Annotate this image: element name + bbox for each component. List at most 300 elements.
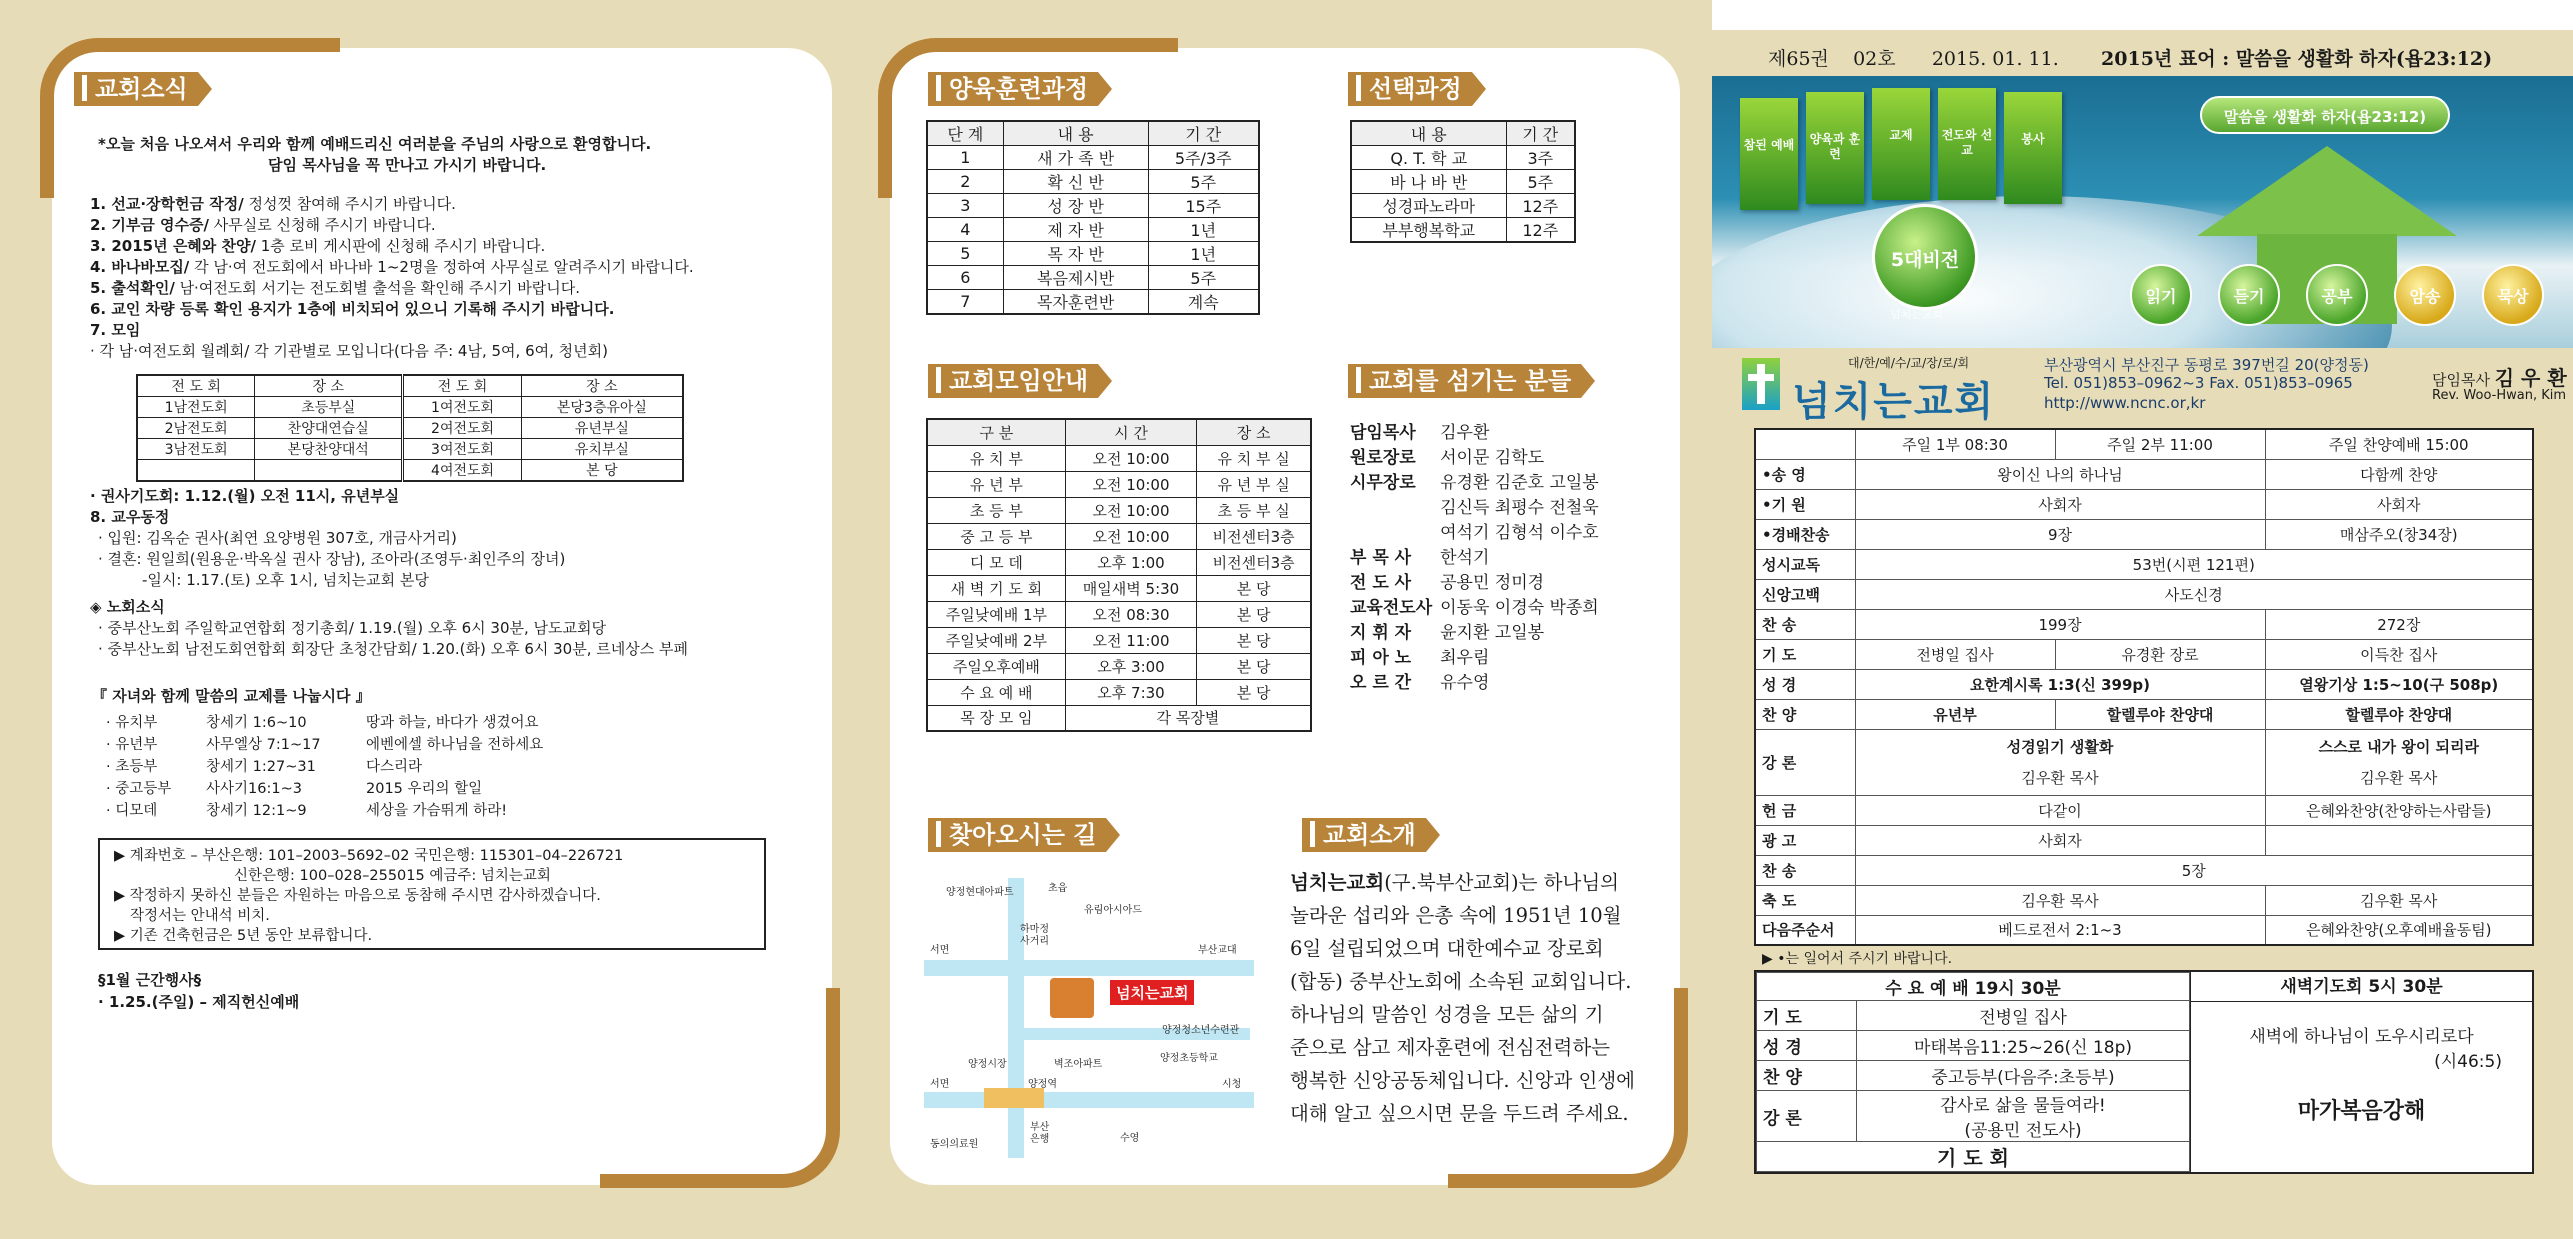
table-row [1755, 579, 2533, 609]
table-cell: 주일낮예배 2부 [927, 627, 1065, 653]
table-row [1755, 489, 2533, 519]
table-cell: 9장 [1855, 519, 2265, 549]
table-row [137, 418, 683, 439]
map-church-label: 넘치는교회 [1110, 980, 1194, 1005]
church-info [1712, 348, 2573, 428]
table-cell: 피 아 노 [1350, 648, 1412, 668]
servers-table [1346, 418, 1603, 693]
table-row [927, 266, 1259, 290]
issue: 02호 [1853, 48, 1896, 70]
table-cell: 김우환 목사 [1855, 885, 2265, 915]
table-cell: · 중고등부 [106, 780, 172, 797]
table-cell: 유경환 김준호 고일봉 [1440, 473, 1599, 493]
table-cell: 272장 [2265, 609, 2533, 639]
table-row [1351, 146, 1575, 170]
servers-section-title: 교회를 섬기는 분들 [1348, 364, 1581, 398]
table-row [102, 754, 547, 776]
table-row [1755, 795, 2533, 825]
table-cell: 요한계시록 1:3(신 399p) [1855, 669, 2265, 699]
table-row [927, 218, 1259, 242]
order-label: 찬 송 [1755, 855, 1855, 885]
table-cell: 유 년 부 실 [1197, 471, 1311, 497]
table-row [1346, 418, 1603, 443]
table-cell: 마태복음11:25~26(신 18p) [1857, 1031, 2190, 1061]
dawn-sermon: 마가복음강해 [2297, 1099, 2426, 1124]
nohoe-item: · 중부산노회 주일학교연합회 정기총회/ 1.19.(월) 오후 6시 30분, 남도교회당 [98, 619, 606, 637]
table-cell: 은혜와찬양(찬양하는사람들) [2265, 795, 2533, 825]
table-cell: 오후 7:30 [1065, 679, 1197, 705]
training-section-title: 양육훈련과정 [928, 72, 1098, 106]
table-cell: 유 치 부 실 [1197, 445, 1311, 471]
news-item: 2. 기부금 영수증/ 사무실로 신청해 주시기 바랍니다. [90, 216, 436, 234]
flag: 교제 [1872, 88, 1930, 200]
table-cell: 한석기 [1440, 548, 1490, 568]
table-row [1346, 643, 1603, 668]
map-label: 초읍 [1048, 883, 1068, 894]
table-cell: 최우림 [1440, 648, 1490, 668]
map-label: 양정역 [1028, 1079, 1057, 1090]
table-cell: 확 신 반 [1003, 170, 1148, 194]
order-label: 광 고 [1755, 825, 1855, 855]
news-section-title: 교회소식 [74, 72, 198, 106]
dawn-verse-ref: (시46:5) [2434, 1052, 2502, 1072]
dawn-title: 새벽기도회 5시 30분 [2191, 972, 2532, 1002]
table-cell: 스스로 내가 왕이 되리라 김우환 목사 [2265, 729, 2533, 795]
table-row [1351, 170, 1575, 194]
table-cell: 사도신경 [1855, 579, 2533, 609]
table-cell: Q. T. 학 교 [1351, 146, 1506, 170]
table-cell: 창세기 1:27~31 [206, 758, 316, 775]
table-cell: 오전 10:00 [1065, 471, 1197, 497]
news-item: 4. 바나바모집/ 각 남·여 전도회에서 바나바 1~2명을 정하여 사무실로 알려주시기 바랍니다. [90, 258, 694, 276]
table-cell: 유 년 부 [927, 471, 1065, 497]
table-cell: 5 [927, 242, 1003, 266]
dawn-box [2190, 972, 2532, 1172]
order-label: 축 도 [1755, 885, 1855, 915]
table-cell: 창세기 12:1~9 [206, 802, 307, 819]
table-cell: 5장 [1855, 855, 2533, 885]
news-item: 3. 2015년 은혜와 찬양/ 1층 로비 게시판에 신청해 주시기 바랍니다. [90, 237, 546, 255]
table-cell: 본 당 [1197, 679, 1311, 705]
table-row [102, 798, 547, 820]
account-line: ▶ 기존 건축헌금은 5년 동안 보류합니다. [114, 928, 373, 944]
table-cell: 3남전도회 [137, 439, 255, 460]
order-label: 성시교독 [1755, 549, 1855, 579]
kids-table [102, 710, 547, 820]
cross-logo-icon [1742, 358, 1780, 410]
church-name: 넘치는교회 [1792, 379, 1996, 425]
welcome-line-1: *오늘 처음 나오셔서 우리와 함께 예배드리신 여러분을 주님의 사랑으로 환영합니다. [98, 135, 652, 153]
table-cell: 성 장 반 [1003, 194, 1148, 218]
meetings-table [926, 418, 1312, 732]
table-cell: 오전 11:00 [1065, 627, 1197, 653]
table-cell: 주일낮예배 1부 [927, 601, 1065, 627]
table-cell: 1여전도회 [403, 397, 522, 418]
dawn-verse: 새벽에 하나님이 도우시리로다 [2249, 1027, 2474, 1047]
table-cell [2265, 825, 2533, 855]
table-row [1755, 549, 2533, 579]
table-cell: 초 등 부 실 [1197, 497, 1311, 523]
church-icon [1050, 978, 1094, 1018]
elective-section-title: 선택과정 [1348, 72, 1472, 106]
table-header [1755, 429, 1855, 459]
table-cell: 2015 우리의 할일 [366, 780, 483, 797]
denomination: 대/한/예/수/교/장/로/회 [1848, 356, 1970, 370]
table-cell: 유치부실 [521, 439, 683, 460]
news-item: 6. 교인 차량 등록 확인 용지가 1층에 비치되어 있으니 기록해 주시기 바랍니다. [90, 300, 615, 318]
table-row [927, 549, 1311, 575]
table-row [1755, 915, 2533, 945]
intro-lead: 넘치는교회 [1290, 871, 1385, 894]
volume: 제65권 [1768, 48, 1829, 70]
bulletin-header [1768, 44, 2492, 71]
table-cell: 중고등부(다음주:초등부) [1857, 1061, 2190, 1091]
table-cell: 새 가 족 반 [1003, 146, 1148, 170]
order-label: 성 경 [1757, 1031, 1857, 1061]
table-cell: 목 장 모 임 [927, 705, 1065, 731]
table-row [137, 460, 683, 482]
table-cell: 1 [927, 146, 1003, 170]
table-row [1351, 218, 1575, 243]
table-cell: 목 자 반 [1003, 242, 1148, 266]
pastor: 담임목사 김 우 환 [2432, 366, 2567, 390]
table-cell: 사회자 [2265, 489, 2533, 519]
map-label: 부산은행 [1030, 1122, 1050, 1145]
table-cell: 김신득 최평수 전철욱 [1440, 498, 1599, 518]
intro-line: 행복한 신앙공동체입니다. 신앙과 인생에 [1290, 1069, 1636, 1092]
table-cell: 7 [927, 290, 1003, 315]
vision-badge: 5대비전 [1872, 204, 1978, 310]
table-header: 장 소 [521, 375, 683, 397]
table-row [102, 732, 547, 754]
table-row [1755, 825, 2533, 855]
table-cell: 오전 10:00 [1065, 445, 1197, 471]
table-cell [1346, 493, 1436, 518]
phone: Tel. 051)853–0962~3 Fax. 051)853–0965 [2044, 374, 2353, 392]
account-line: 작정서는 안내석 비치. [130, 908, 270, 924]
gyowoo-item: · 입원: 김옥순 권사(최연 요양병원 307호, 개금사거리) [98, 529, 457, 547]
table-cell: 2남전도회 [137, 418, 255, 439]
table-row [927, 575, 1311, 601]
map-label: 유림아시아드 [1084, 905, 1142, 916]
table-row [927, 679, 1311, 705]
meeting-line: · 각 남·여전도회 월례회/ 각 기관별로 모입니다(다음 주: 4남, 5여, 6여, 청년회) [90, 342, 608, 360]
order-label: 찬 양 [1755, 699, 1855, 729]
table-row [1346, 593, 1603, 618]
monthly-item: · 1.25.(주일) – 제직헌신예배 [98, 993, 300, 1011]
intro-section-title: 교회소개 [1302, 818, 1426, 852]
table-cell: 계속 [1148, 290, 1259, 315]
table-cell: 김우환 목사 [2265, 885, 2533, 915]
account-line: ▶ 작정하지 못하신 분들은 자원하는 마음으로 동참해 주시면 감사하겠습니다. [114, 888, 601, 904]
welcome-line-2: 담임 목사님을 꼭 만나고 가시기 바랍니다. [268, 156, 547, 174]
table-row [102, 710, 547, 732]
table-row [927, 242, 1259, 266]
table-cell: 초 등 부 [927, 497, 1065, 523]
order-label: 기 도 [1757, 1001, 1857, 1031]
table-cell: 이동욱 이경숙 박종희 [1440, 598, 1599, 618]
table-cell: 새 벽 기 도 회 [927, 575, 1065, 601]
kwonsa-line: · 권사기도회: 1.12.(월) 오전 11시, 유년부실 [90, 487, 400, 505]
table-cell [137, 460, 255, 482]
order-label: 성 경 [1755, 669, 1855, 699]
table-cell: 본 당 [1197, 627, 1311, 653]
table-row [927, 471, 1311, 497]
intro-line: (합동) 중부산노회에 소속된 교회입니다. [1290, 970, 1632, 993]
map-label: 하마정사거리 [1020, 924, 1049, 947]
table-row [927, 497, 1311, 523]
table-header: 시 간 [1065, 419, 1197, 445]
table-cell: 비전센터3층 [1197, 549, 1311, 575]
map-label: 서면 [930, 1079, 950, 1090]
table-header: 주일 2부 11:00 [2055, 429, 2265, 459]
table-row [1757, 1031, 2190, 1061]
table-cell: 4여전도회 [403, 460, 522, 482]
intro-line: 놀라운 섭리와 은총 속에 1951년 10월 [1290, 904, 1622, 927]
table-cell: 사사기16:1~3 [206, 780, 302, 797]
order-label: •송 영 [1755, 459, 1855, 489]
table-cell: 유경환 장로 [2055, 639, 2265, 669]
table-cell: 중 고 등 부 [927, 523, 1065, 549]
sunday-order [1754, 428, 2534, 1174]
table-cell: 시무장로 [1350, 473, 1416, 493]
sunday-table [1754, 428, 2534, 946]
table-cell [1346, 518, 1436, 543]
table-cell: 3여전도회 [403, 439, 522, 460]
account-line: 신한은행: 100–028–255015 예금주: 넘치는교회 [234, 868, 551, 884]
order-label: 기 도 [1755, 639, 1855, 669]
table-row [927, 705, 1311, 731]
gyowoo-title: 8. 교우동정 [90, 508, 170, 526]
table-row [927, 653, 1311, 679]
table-cell: 비전센터3층 [1197, 523, 1311, 549]
vision-ball: 공부 [2306, 264, 2368, 326]
table-row [1346, 568, 1603, 593]
table-cell: 본 당 [521, 460, 683, 482]
table-cell: 5주 [1506, 170, 1575, 194]
table-cell: 전병일 집사 [1855, 639, 2055, 669]
table-cell: 1남전도회 [137, 397, 255, 418]
news-item: 7. 모임 [90, 321, 141, 339]
table-cell: 복음제시반 [1003, 266, 1148, 290]
table-cell: 1년 [1148, 218, 1259, 242]
map-label: 벽조아파트 [1054, 1059, 1103, 1070]
account-box [98, 838, 766, 950]
table-cell: 매일새벽 5:30 [1065, 575, 1197, 601]
table-row [1755, 639, 2533, 669]
intro-line: 준으로 삼고 제자훈련에 전심전력하는 [1290, 1036, 1610, 1059]
table-row [1757, 1001, 2190, 1031]
order-label: 찬 송 [1755, 609, 1855, 639]
gyowoo-item: -일시: 1.17.(토) 오후 1시, 넘치는교회 본당 [142, 571, 429, 589]
intro-line: 대해 알고 싶으시면 문을 두드려 주세요. [1290, 1102, 1629, 1125]
map-label: 수영 [1120, 1133, 1140, 1144]
map-label: 양정현대아파트 [946, 887, 1014, 898]
table-header: 전 도 회 [403, 375, 522, 397]
intro-line: 6일 설립되었으며 대한예수교 장로회 [1290, 937, 1604, 960]
map [924, 878, 1256, 1158]
order-label: 헌 금 [1755, 795, 1855, 825]
flag: 참된 예배 [1740, 98, 1798, 210]
table-cell: 5주 [1148, 266, 1259, 290]
table-cell: 사회자 [1855, 825, 2265, 855]
table-header: 장 소 [1197, 419, 1311, 445]
table-cell: 유수영 [1440, 673, 1490, 693]
table-cell: 공용민 정미경 [1440, 573, 1545, 593]
table-cell: 부 목 사 [1350, 548, 1412, 568]
table-header: 전 도 회 [137, 375, 255, 397]
vision-ball: 읽기 [2130, 264, 2192, 326]
frame-corner [40, 38, 340, 198]
table-header: 내 용 [1003, 121, 1148, 146]
gyowoo-item: · 결혼: 원일희(원용운·박옥실 권사 장남), 조아라(조영두·최인주의 장녀) [98, 550, 566, 568]
table-cell: 교육전도사 [1350, 598, 1433, 618]
table-row [137, 397, 683, 418]
table-cell: 5주/3주 [1148, 146, 1259, 170]
wed-title: 수 요 예 배 19시 30분 [1757, 973, 2190, 1001]
table-row [1346, 518, 1603, 543]
order-label: 다음주순서 [1755, 915, 1855, 945]
table-row [1755, 609, 2533, 639]
table-cell: 본 당 [1197, 575, 1311, 601]
pastor-en: Rev. Woo-Hwan, Kim [2432, 388, 2567, 403]
table-cell: 부부행복학교 [1351, 218, 1506, 243]
table-cell: 담임목사 [1350, 423, 1416, 443]
table-row [1755, 519, 2533, 549]
table-cell: 은혜와찬양(오후예배율동팀) [2265, 915, 2533, 945]
map-label: 서면 [930, 945, 950, 956]
vision-sub: 넘치는교회 [1890, 308, 1944, 321]
account-line: ▶ 계좌번호 – 부산은행: 101–2003–5692–02 국민은행: 115301–04–226721 [114, 848, 624, 864]
table-row [1757, 1091, 2190, 1142]
table-cell: 본당3층유아실 [521, 397, 683, 418]
table-cell: 오전 10:00 [1065, 523, 1197, 549]
map-label: 부산교대 [1198, 945, 1237, 956]
map-label: 시청 [1222, 1079, 1242, 1090]
table-cell: 여석기 김형석 이수호 [1440, 523, 1599, 543]
table-row [1346, 668, 1603, 693]
table-cell: 2 [927, 170, 1003, 194]
table-row [1351, 194, 1575, 218]
map-label: 양정초등학교 [1160, 1053, 1218, 1064]
table-cell: 본당찬양대석 [255, 439, 403, 460]
table-cell: 5주 [1148, 170, 1259, 194]
table-row [927, 601, 1311, 627]
table-header: 구 분 [927, 419, 1065, 445]
table-cell: 땅과 하늘, 바다가 생겼어요 [366, 714, 539, 731]
table-cell: 1년 [1148, 242, 1259, 266]
table-cell: 전 도 사 [1350, 573, 1412, 593]
table-header: 기 간 [1506, 121, 1575, 146]
table-row [1346, 443, 1603, 468]
table-cell: · 유치부 [106, 714, 158, 731]
stand-note: ▶ •는 일어서 주시기 바랍니다. [1754, 946, 2534, 970]
table-cell: 감사로 삶을 물들여라! (공용민 전도사) [1857, 1091, 2190, 1142]
table-cell: 지 휘 자 [1350, 623, 1412, 643]
map-section-title: 찾아오시는 길 [928, 818, 1106, 852]
table-cell: 4 [927, 218, 1003, 242]
table-header: 장 소 [255, 375, 403, 397]
meetings-section-title: 교회모임안내 [928, 364, 1098, 398]
table-cell [255, 460, 403, 482]
frame-corner [600, 988, 840, 1188]
table-cell: 오전 10:00 [1065, 497, 1197, 523]
table-row [1346, 468, 1603, 493]
table-cell: 매삼주오(창34장) [2265, 519, 2533, 549]
address: 부산광역시 부산진구 동평로 397번길 20(양정동) [2044, 356, 2369, 374]
table-cell: 오후 3:00 [1065, 653, 1197, 679]
nohoe-item: · 중부산노회 남전도회연합회 회장단 초청간담회/ 1.20.(화) 오후 6시 30분, 르네상스 부페 [98, 640, 688, 658]
map-label: 동의의료원 [930, 1139, 979, 1150]
table-cell: 다스리라 [366, 758, 423, 775]
table-cell: 53번(시편 121편) [1855, 549, 2533, 579]
table-cell: 김우환 [1440, 423, 1490, 443]
table-row [102, 776, 547, 798]
table-cell: 디 모 데 [927, 549, 1065, 575]
table-cell: 에벤에셀 하나님을 전하세요 [366, 736, 544, 753]
news-item: 5. 출석확인/ 남·여전도회 서기는 전도회별 출석을 확인해 주시기 바랍니다. [90, 279, 580, 297]
vision-ball: 묵상 [2482, 264, 2544, 326]
table-cell: 유년부실 [521, 418, 683, 439]
table-row [137, 439, 683, 460]
intro-line: (구.북부산교회)는 하나님의 [1384, 871, 1620, 894]
table-cell: 2여전도회 [403, 418, 522, 439]
table-row [1755, 885, 2533, 915]
table-row [1346, 493, 1603, 518]
table-cell: 15주 [1148, 194, 1259, 218]
members-news [90, 486, 688, 660]
table-row [1346, 543, 1603, 568]
table-cell: · 디모데 [106, 802, 158, 819]
table-cell: 12주 [1506, 194, 1575, 218]
table-row [1755, 855, 2533, 885]
motto: 말씀을 생활화 하자(욥23:12) [2200, 96, 2450, 134]
table-cell: 12주 [1506, 218, 1575, 243]
table-cell: 목자훈련반 [1003, 290, 1148, 315]
weekday-services [1754, 970, 2534, 1174]
table-row [1755, 699, 2533, 729]
elective-table [1350, 120, 1576, 243]
table-cell: 윤지환 고일봉 [1440, 623, 1545, 643]
website[interactable]: http://www.ncnc.or,kr [2044, 394, 2206, 412]
table-cell: 199장 [1855, 609, 2265, 639]
table-header: 기 간 [1148, 121, 1259, 146]
order-label: •경배찬송 [1755, 519, 1855, 549]
year-theme: 2015년 표어 : 말씀을 생활화 하자(욥23:12) [2101, 48, 2493, 70]
table-cell: 초등부실 [255, 397, 403, 418]
news-item: 1. 선교·장학헌금 작정/ 정성껏 참여해 주시기 바랍니다. [90, 195, 456, 213]
table-row [1755, 669, 2533, 699]
table-cell: 수 요 예 배 [927, 679, 1065, 705]
table-cell: 오 르 간 [1350, 673, 1412, 693]
vision-banner [1712, 76, 2573, 348]
table-header: 주일 찬양예배 15:00 [2265, 429, 2533, 459]
table-cell: 3주 [1506, 146, 1575, 170]
table-cell: · 초등부 [106, 758, 158, 775]
table-cell: 사회자 [1855, 489, 2265, 519]
vision-ball: 암송 [2394, 264, 2456, 326]
table-cell: 본 당 [1197, 653, 1311, 679]
flag: 봉사 [2004, 92, 2062, 204]
order-label: 찬 양 [1757, 1061, 1857, 1091]
table-row [1755, 729, 2533, 795]
monthly-title: §1월 근간행사§ [98, 971, 202, 989]
flag: 전도와 선교 [1938, 88, 1996, 200]
table-cell: 유 치 부 [927, 445, 1065, 471]
table-header: 내 용 [1351, 121, 1506, 146]
kids-title: 『 자녀와 함께 말씀의 교제를 나눕시다 』 [92, 687, 371, 705]
table-row [927, 523, 1311, 549]
